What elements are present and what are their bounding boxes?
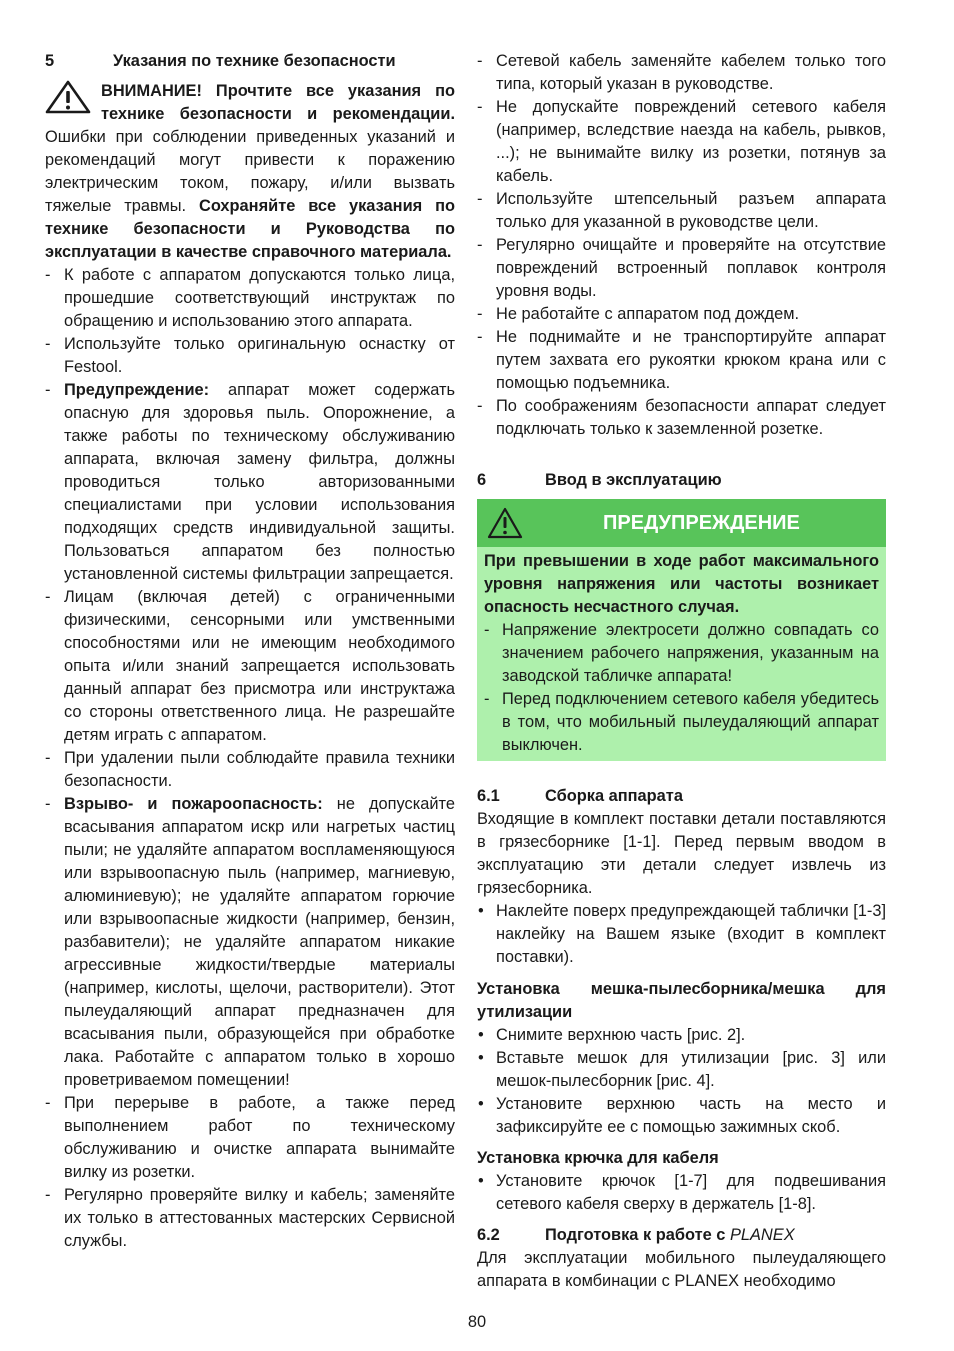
list-item: - Регулярно очищайте и проверяйте на отсутствие повреждений встроенный поплавок контроля уровня воды. (477, 234, 886, 303)
assembly-list (477, 900, 886, 969)
left-column (45, 50, 455, 1253)
list-item: - При удалении пыли соблюдайте правила техники безопасности. (45, 747, 455, 793)
warning-box-header (477, 499, 886, 547)
bag-install-heading: Установка мешка-пылесборника/мешка для утилизации (477, 980, 886, 1021)
list-item: - Напряжение электросети должно совпадать со значением рабочего напряжения, указанным на заводской табличке аппарата! (484, 619, 879, 688)
list-item: • Вставьте мешок для утилизации [рис. 3] или мешок-пылесборник [рис. 4]. (477, 1047, 886, 1093)
list-item: - Регулярно проверяйте вилку и кабель; заменяйте их только в аттестованных мастерских Сервисной службы. (45, 1184, 455, 1253)
warning-box-title: ПРЕДУПРЕЖДЕНИЕ (603, 511, 800, 534)
list-item: • Снимите верхнюю часть [рис. 2]. (477, 1024, 886, 1047)
section-title: Ввод в эксплуатацию (545, 471, 722, 489)
list-item: • Установите крючок [1-7] для подвешивания сетевого кабеля сверху в держатель [1-8]. (477, 1170, 886, 1216)
warning-triangle-icon (45, 80, 91, 114)
page-number: 80 (467, 1313, 487, 1331)
hook-install-heading: Установка крючка для кабеля (477, 1149, 719, 1167)
list-item: • Установите верхнюю часть на место и зафиксируйте ее с помощью зажимных скоб. (477, 1093, 886, 1139)
list-item: - При перерыве в работе, а также перед выполнением работ по техническому обслуживанию и очистке аппарата вынимайте вилку из розетки. (45, 1092, 455, 1184)
list-item: - Сетевой кабель заменяйте кабелем только того типа, который указан в руководстве. (477, 50, 886, 96)
section-5-heading (45, 50, 455, 73)
section-title: Указания по технике безопасности (113, 52, 396, 70)
warning-lead: При превышении в ходе работ максимального уровня напряжения или частоты возникает опасность несчастного случая. (484, 552, 879, 616)
list-item: - К работе с аппаратом допускаются только лица, прошедшие соответствующий инструктаж по обращению и использованию этого аппарата. (45, 264, 455, 333)
section-6-heading (477, 469, 886, 492)
planex-text: Для эксплуатации мобильного пылеудаляющего аппарата в комбинации с PLANEX необходимо (477, 1249, 886, 1290)
safety-intro (45, 80, 455, 264)
warning-box (477, 499, 886, 761)
list-item: - Используйте только оригинальную оснастку от Festool. (45, 333, 455, 379)
warning-box-body (477, 547, 886, 761)
list-item: - Перед подключением сетевого кабеля убедитесь в том, что мобильный пылеудаляющий аппарат выключен. (484, 688, 879, 757)
right-column (477, 50, 886, 1293)
hook-install-list (477, 1170, 886, 1216)
list-item: - Не допускайте повреждений сетевого кабеля (например, вследствие наезда на кабель, рывков, ...); не вынимайте вилку из розетки, потянув за кабель. (477, 96, 886, 188)
list-item: - Лицам (включая детей) с ограниченными физическими, сенсорными или умственными способностями или не имеющим необходимого опыта и/или знаний запрещается использовать данный аппарат без присмотра или инструктажа со стороны ответственного лица. Не разрешайте детям играть с аппаратом. (45, 586, 455, 747)
bag-install-list (477, 1024, 886, 1139)
list-item: - По соображениям безопасности аппарат следует подключать только к заземленной розетке. (477, 395, 886, 441)
list-item: • Наклейте поверх предупреждающей таблички [1-3] наклейку на Вашем языке (входит в комплект поставки). (477, 900, 886, 969)
intro-text: Ошибки при соблюдении приведенных указаний и рекомендаций могут привести к поражению электрическим током, пожару, и/или вызвать тяжелые травмы. (45, 128, 455, 215)
list-item: - Не работайте с аппаратом под дождем. (477, 303, 886, 326)
list-item: - Предупреждение: аппарат может содержать опасную для здоровья пыль. Опорожнение, а также работы по техническому обслуживанию аппарата, включая замену фильтра, должны проводиться только авторизованными специалистами при условии использования подходящих средств индивидуальной защиты. Пользоваться аппаратом без полностью установленной системы фильтрации запрещается. (45, 379, 455, 586)
list-item: - Взрыво- и пожароопасность: не допускайте всасывания аппаратом искр или нагретых частиц пыли; не удаляйте аппаратом воспламеняющуюся или взрывоопасную пыль (например, магниевую, алюминиевую); не удаляйте аппаратом горючие или взрывоопасные жидкости (например, бензин, разбавители); не удаляйте аппаратом никакие агрессивные жидкости/твердые материалы (например, кислоты, щелочи, растворители). Этот пылеудаляющий аппарат предназначен для всасывания пыли, образующейся при обработке лака. Работайте с аппаратом только в хорошо проветриваемом помещении! (45, 793, 455, 1092)
warning-list (484, 619, 879, 757)
section-6-2-heading: 6.2 Подготовка к работе с PLANEX (477, 1226, 795, 1244)
safety-list (45, 264, 455, 1253)
section-number: 5 (45, 52, 55, 70)
list-item: - Не поднимайте и не транспортируйте аппарат путем захвата его рукоятки крюком крана или с помощью подъемника. (477, 326, 886, 395)
warning-triangle-icon (487, 507, 523, 539)
assembly-text: Входящие в комплект поставки детали поставляются в грязесборнике [1-1]. Перед первым вводом в эксплуатацию эти детали следует извлечь из грязесборника. (477, 810, 886, 897)
intro-warning-bold: ВНИМАНИЕ! Прочтите все указания по технике безопасности и рекомендации. (101, 82, 455, 123)
intro-keep-bold: Сохраняйте все указания по технике безопасности и Руководства по эксплуатации в качестве справочного материала. (45, 197, 455, 261)
section-6-1-heading: 6.1 Сборка аппарата (477, 787, 683, 805)
safety-list-continued (477, 50, 886, 441)
section-number: 6 (477, 471, 487, 489)
list-item: - Используйте штепсельный разъем аппарата только для указанной в руководстве цели. (477, 188, 886, 234)
